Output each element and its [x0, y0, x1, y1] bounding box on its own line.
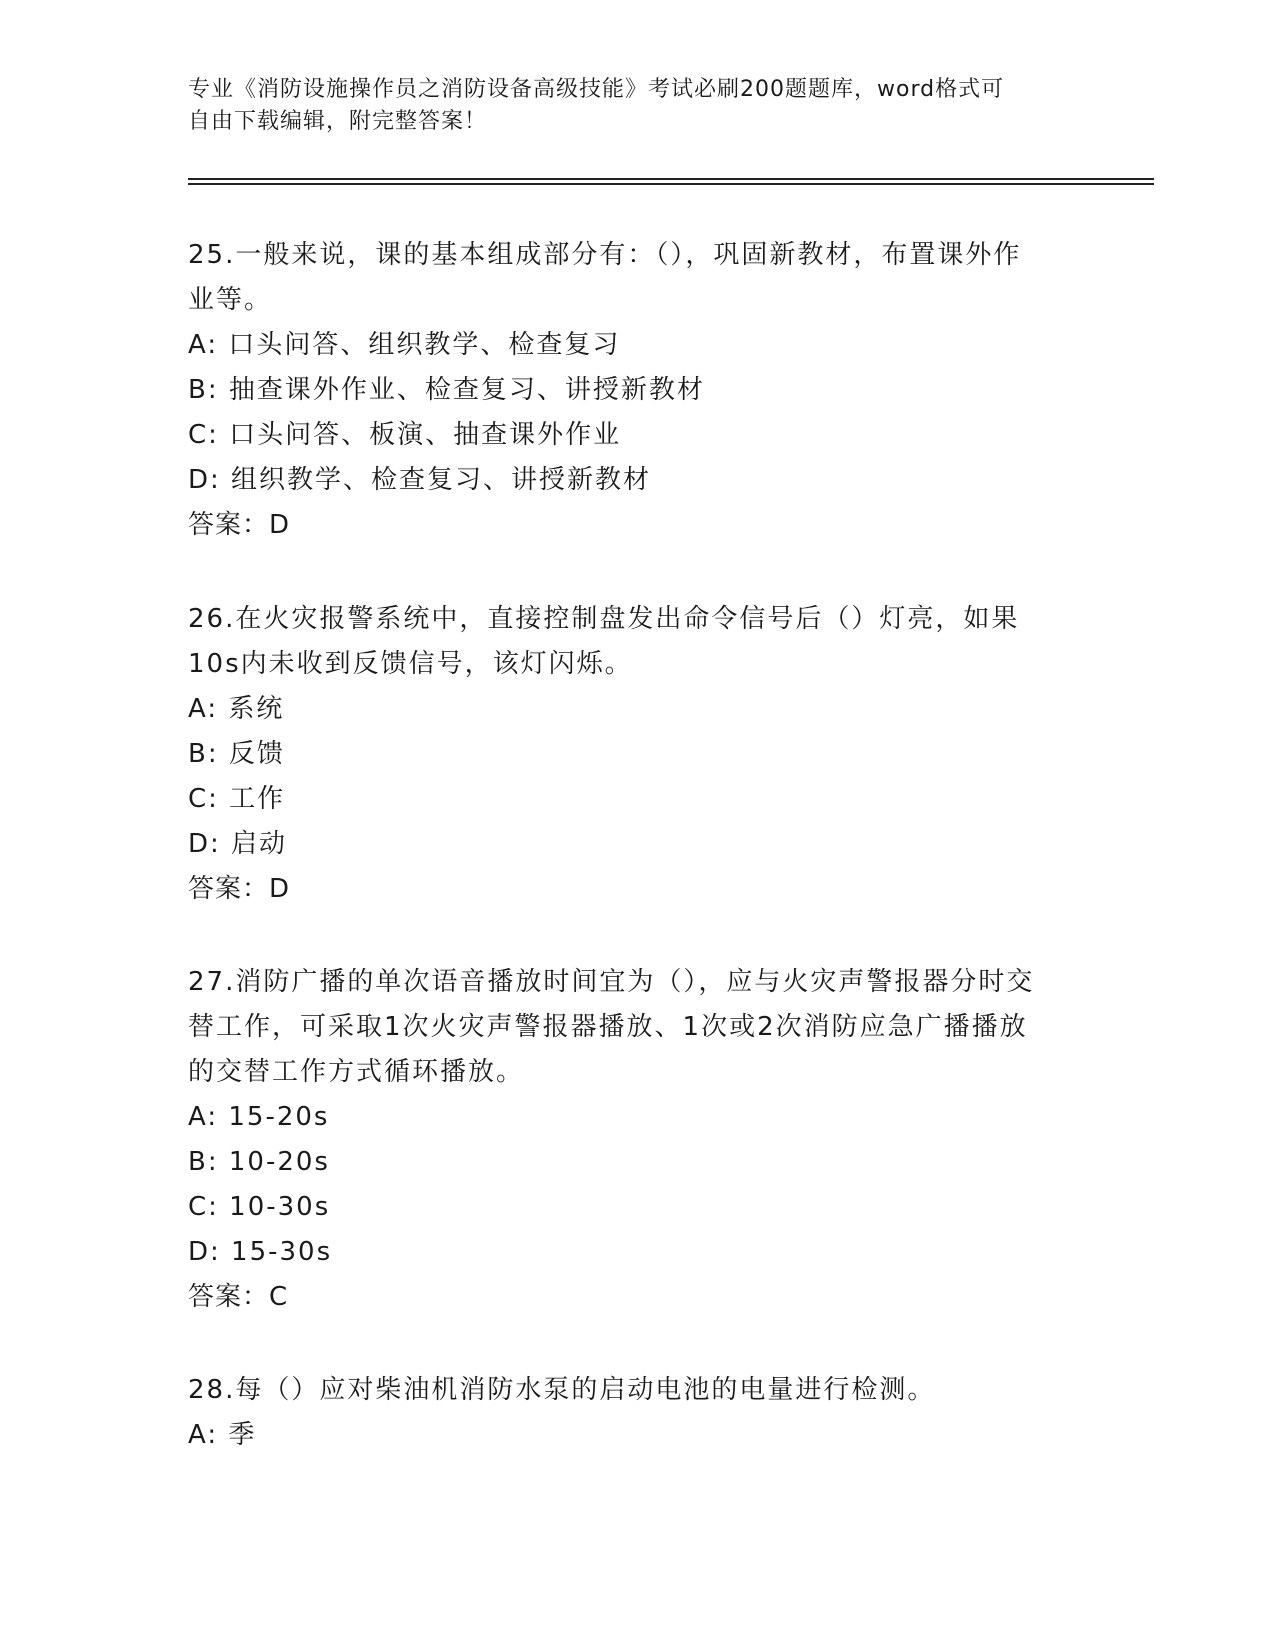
option-b: B: 10-20s	[188, 1147, 330, 1177]
question-stem-line: 10s内未收到反馈信号，该灯闪烁。	[188, 649, 633, 679]
question-stem-line: 的交替工作方式循环播放。	[188, 1057, 525, 1087]
answer-line: 答案：D	[188, 874, 291, 904]
document-header	[188, 74, 1068, 138]
option-d: D: 组织教学、检查复习、讲授新教材	[188, 465, 652, 495]
question-stem-line: 28.每（）应对柴油机消防水泵的启动电池的电量进行检测。	[188, 1375, 936, 1405]
option-d: D: 启动	[188, 829, 288, 859]
option-a: A: 系统	[188, 694, 285, 724]
option-a: A: 季	[188, 1420, 257, 1450]
header-line-1: 专业《消防设施操作员之消防设备高级技能》考试必刷200题题库，word格式可	[188, 77, 1005, 102]
question-stem-line: 27.消防广播的单次语音播放时间宜为（），应与火灾声警报器分时交	[188, 967, 1035, 997]
option-d: D: 15-30s	[188, 1237, 333, 1267]
question-stem-line: 25.一般来说，课的基本组成部分有：（），巩固新教材，布置课外作	[188, 240, 1022, 270]
answer-line: 答案：C	[188, 1282, 289, 1312]
question-stem-line: 26.在火灾报警系统中，直接控制盘发出命令信号后（）灯亮，如果	[188, 604, 1020, 634]
question-26	[188, 597, 1088, 912]
option-a: A: 口头问答、组织教学、检查复习	[188, 330, 621, 360]
header-divider-top	[188, 178, 1154, 180]
option-c: C: 口头问答、板演、抽查课外作业	[188, 420, 622, 450]
option-b: B: 抽查课外作业、检查复习、讲授新教材	[188, 375, 705, 405]
header-divider-bottom	[188, 183, 1154, 185]
answer-line: 答案：D	[188, 510, 291, 540]
question-27	[188, 960, 1088, 1320]
header-line-2: 自由下载编辑，附完整答案！	[188, 109, 488, 134]
option-c: C: 10-30s	[188, 1192, 331, 1222]
question-stem-line: 业等。	[188, 285, 273, 315]
option-c: C: 工作	[188, 784, 286, 814]
option-a: A: 15-20s	[188, 1102, 330, 1132]
question-25	[188, 233, 1088, 548]
option-b: B: 反馈	[188, 739, 285, 769]
question-stem-line: 替工作，可采取1次火灾声警报器播放、1次或2次消防应急广播播放	[188, 1012, 1028, 1042]
question-28	[188, 1368, 1088, 1458]
